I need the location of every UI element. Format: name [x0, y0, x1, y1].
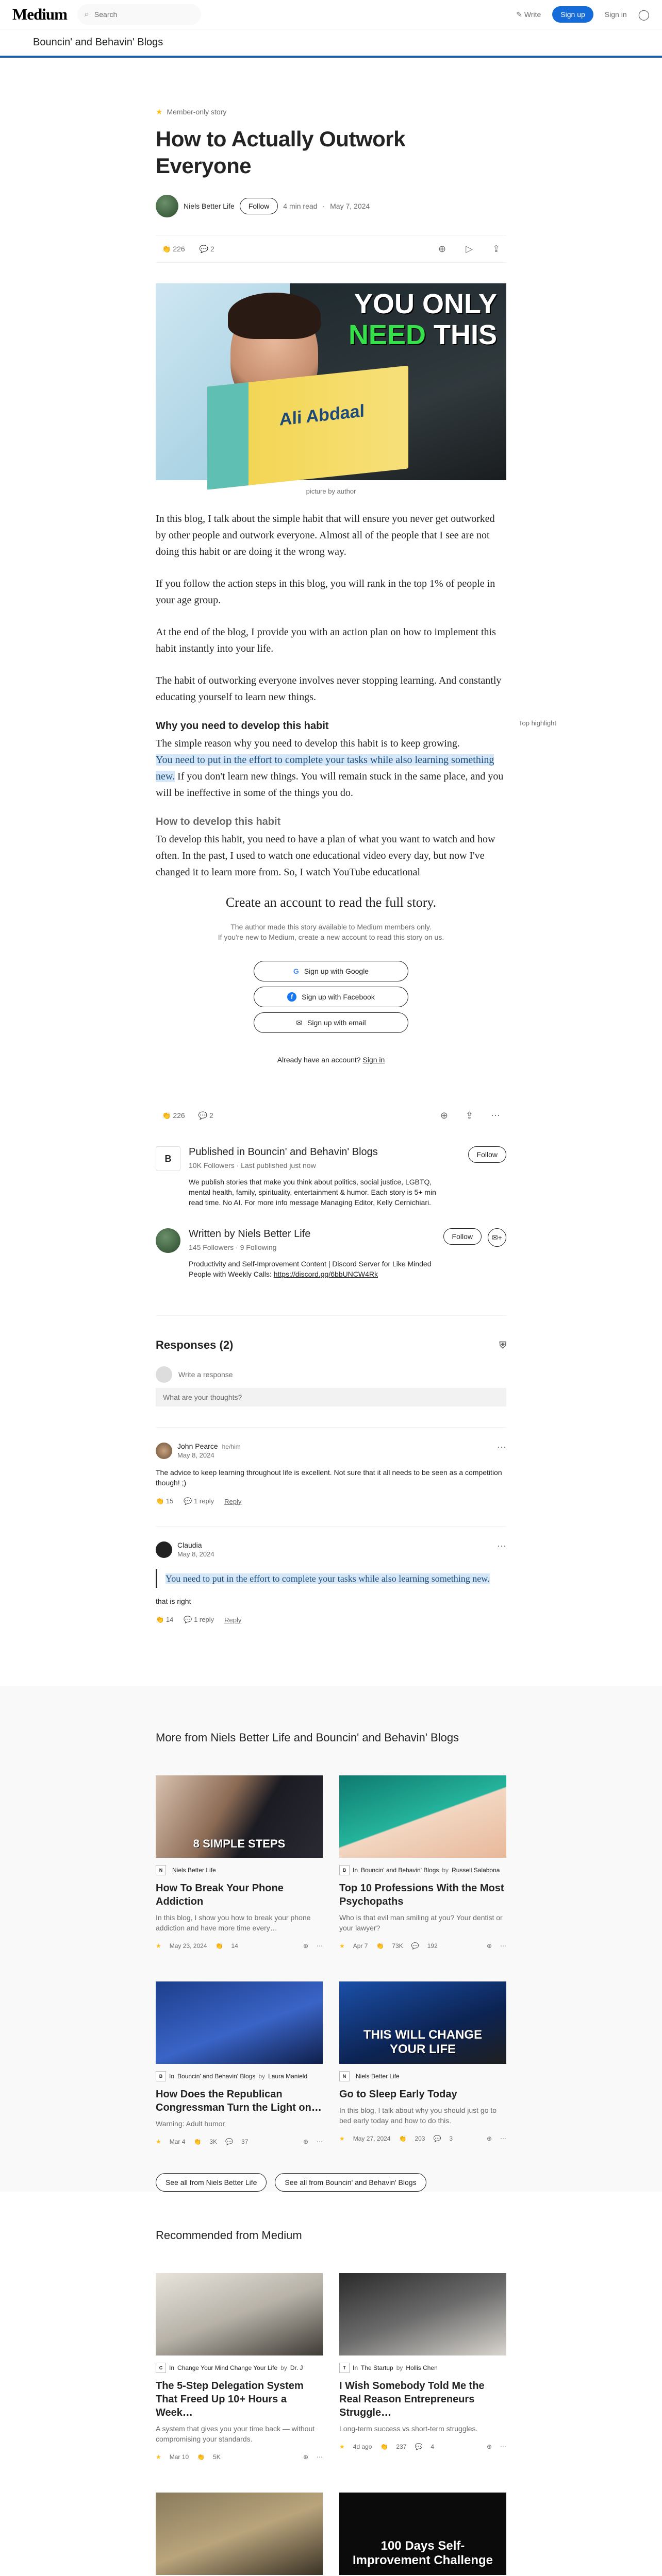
play-icon[interactable]: ▷	[466, 243, 473, 254]
story-title[interactable]: Go to Sleep Early Today	[339, 2089, 457, 2100]
comment-icon: 💬	[184, 1616, 192, 1623]
byline-author[interactable]: Russell Salabona	[452, 1867, 500, 1874]
top-navbar	[0, 0, 662, 29]
comment-date: May 8, 2024	[177, 1451, 214, 1459]
publication-icon[interactable]: C	[156, 2363, 166, 2373]
byline-in: In	[169, 2073, 175, 2080]
discord-link[interactable]: https://discord.gg/6bbUNCW4Rk	[273, 1270, 378, 1278]
responses-section	[156, 1315, 506, 1624]
reply-link[interactable]: Reply	[224, 1616, 242, 1624]
publication-card	[156, 1146, 506, 1208]
thumbnail-overlay-text: THIS WILL CHANGE YOUR LIFE	[363, 2028, 483, 2056]
story-title[interactable]: How To Break Your Phone Addiction	[156, 1883, 284, 1907]
google-signup-label: Sign up with Google	[304, 967, 369, 975]
bottom-clap-count: 226	[173, 1111, 185, 1120]
story-claps: 5K	[213, 2453, 221, 2461]
author-card	[156, 1228, 506, 1279]
story-card[interactable]	[339, 2273, 506, 2461]
medium-logo[interactable]: Medium	[12, 5, 67, 23]
author-avatar[interactable]	[156, 195, 178, 217]
comment-icon: 💬	[199, 244, 209, 253]
more-icon[interactable]: ⋯	[491, 1110, 500, 1121]
thumbnail-overlay-text: 100 Days Self-Improvement Challenge	[352, 2539, 493, 2567]
more-from-grid	[156, 1775, 506, 2145]
clap-icon: 👏	[156, 1497, 164, 1505]
byline-publication[interactable]: Niels Better Life	[172, 1867, 216, 1874]
publication-icon[interactable]: B	[156, 1146, 180, 1171]
story-date: 4d ago	[353, 2443, 372, 2450]
publish-date: May 7, 2024	[330, 202, 370, 210]
publication-stats: 10K Followers · Last published just now	[189, 1161, 316, 1170]
see-all-buttons	[156, 2173, 506, 2192]
more-icon[interactable]: ⋯	[317, 1942, 323, 1950]
image-caption: picture by author	[306, 487, 356, 495]
bookmark-icon[interactable]: ⊕	[438, 243, 446, 254]
story-thumbnail[interactable]	[339, 2493, 506, 2575]
facebook-signup-label: Sign up with Facebook	[302, 993, 375, 1001]
bottom-bookmark-icon[interactable]: ⊕	[440, 1110, 448, 1121]
story-card[interactable]	[156, 1981, 323, 2145]
article-actions-bar	[156, 235, 506, 263]
search-icon: ⌕	[84, 10, 89, 19]
replies-button[interactable]	[184, 1616, 214, 1624]
commenter-avatar[interactable]	[156, 1443, 172, 1459]
facebook-signup-button[interactable]	[254, 987, 408, 1007]
story-meta	[156, 2138, 323, 2145]
bottom-actions-bar	[156, 1105, 506, 1126]
article-container	[156, 107, 506, 1624]
story-meta	[339, 1942, 506, 1950]
comment-text: The advice to keep learning throughout life is excellent. Not sure that it all needs to be seen as a competition though! ;)	[156, 1468, 502, 1487]
author-stats: 145 Followers · 9 Following	[189, 1243, 277, 1251]
clap-count: 226	[173, 244, 185, 253]
write-icon: ✎	[516, 10, 522, 19]
story-claps: 3K	[209, 2138, 218, 2145]
have-account-text: Already have an account?	[277, 1056, 361, 1064]
share-icon[interactable]: ⇪	[492, 243, 500, 254]
gate-title: Create an account to read the full story.	[225, 895, 437, 910]
more-icon[interactable]: ⋯	[317, 2138, 323, 2145]
comment-icon: 💬	[411, 1942, 419, 1950]
byline-publication[interactable]: Bouncin' and Behavin' Blogs	[177, 2073, 256, 2080]
story-responses: 192	[427, 1942, 438, 1950]
bottom-responses-button[interactable]	[198, 1111, 213, 1120]
star-icon: ★	[156, 108, 163, 116]
byline-by: by	[442, 1867, 449, 1874]
comment-claps: 15	[166, 1497, 174, 1505]
bookmark-icon[interactable]: ⊕	[486, 2443, 492, 2450]
star-icon: ★	[339, 2135, 345, 2142]
story-byline	[156, 2363, 323, 2373]
overlay-line1: YOU ONLY	[354, 289, 497, 319]
see-all-author-button[interactable]: See all from Niels Better Life	[156, 2173, 267, 2192]
byline-in: In	[353, 1867, 358, 1874]
signin-prompt	[156, 1056, 506, 1064]
shield-icon[interactable]: ⛨	[499, 1340, 506, 1350]
responses-title: Responses (2)	[156, 1338, 234, 1351]
story-thumbnail[interactable]	[156, 1775, 323, 1858]
signup-button[interactable]: Sign up	[552, 6, 593, 23]
story-date: Mar 4	[169, 2138, 186, 2145]
thumbnail-overlay-text: 8 SIMPLE STEPS	[193, 1837, 286, 1850]
paragraph-4: The habit of outworking everyone involves never stopping learning. And constantly educating yourself to learn new things.	[156, 675, 502, 703]
more-icon[interactable]: ⋯	[500, 2443, 506, 2450]
user-icon[interactable]: ◯	[638, 9, 650, 21]
clap-icon: 👏	[162, 1111, 171, 1120]
publication-icon[interactable]: T	[339, 2363, 350, 2373]
faded-paragraph: To develop this habit, you need to have a plan of what you want to watch and how often. In the past, I used to watch one educational video every day, but now I've changed it to learn more from. So, I watch YouTube educational	[156, 834, 495, 878]
member-only-label	[156, 107, 506, 116]
write-label: Write	[524, 10, 541, 19]
bottom-clap-button[interactable]	[162, 1111, 185, 1120]
story-title[interactable]: Top 10 Professions With the Most Psychopaths	[339, 1883, 504, 1907]
more-icon[interactable]: ⋯	[317, 2453, 323, 2461]
story-byline	[339, 2071, 506, 2081]
clap-icon: 👏	[399, 2135, 407, 2142]
signin-link[interactable]: Sign in	[604, 10, 627, 19]
comment-clap-button[interactable]	[156, 1616, 173, 1624]
story-byline	[156, 1865, 323, 1875]
more-from-title: More from Niels Better Life and Bouncin' and Behavin' Blogs	[156, 1731, 459, 1744]
commenter-name[interactable]: John Pearce	[177, 1442, 218, 1450]
commenter-pronouns: he/him	[222, 1443, 241, 1450]
author-follow-button[interactable]: Follow	[443, 1228, 482, 1245]
comment-actions	[156, 1616, 506, 1624]
publication-follow-button[interactable]: Follow	[468, 1146, 506, 1163]
overlay-green-word: NEED	[348, 319, 426, 350]
story-claps: 14	[231, 1942, 238, 1950]
star-icon: ★	[156, 2453, 161, 2461]
publication-icon[interactable]: N	[156, 1865, 166, 1875]
comment-icon: 💬	[184, 1497, 192, 1505]
story-byline	[156, 2071, 323, 2081]
publication-description: We publish stories that make you think about politics, social justice, LGBTQ, mental health, family, spirituality, entertainment & humor. Each story is 5+ min read time. No AI. For more info message Managing Editor, Kelly Cernichiari.	[189, 1178, 436, 1207]
publication-icon[interactable]: B	[156, 2071, 166, 2081]
byline-publication[interactable]: The Startup	[361, 2364, 393, 2371]
story-thumbnail[interactable]	[339, 1981, 506, 2064]
byline-by: by	[280, 2364, 287, 2371]
search-input[interactable]	[77, 4, 201, 25]
story-excerpt: Warning: Adult humor	[156, 2120, 225, 2128]
recommended-section	[0, 2192, 662, 2576]
hero-overlay-text	[349, 289, 497, 350]
byline-publication[interactable]: Niels Better Life	[356, 2073, 400, 2080]
see-all-publication-button[interactable]: See all from Bouncin' and Behavin' Blogs	[275, 2173, 426, 2192]
more-icon[interactable]: ⋯	[497, 1442, 506, 1452]
book-spine	[207, 382, 249, 489]
paragraph-why-intro: The simple reason why you need to develop this habit is to keep growing.	[156, 738, 460, 749]
bookmark-icon[interactable]: ⊕	[486, 1942, 492, 1950]
responses-button[interactable]	[200, 245, 214, 253]
story-meta	[156, 1942, 323, 1950]
google-signup-button[interactable]	[254, 961, 408, 981]
article-body	[156, 511, 506, 878]
comment-icon: 💬	[433, 2135, 441, 2142]
star-icon: ★	[339, 1942, 345, 1950]
author-name[interactable]: Niels Better Life	[184, 202, 235, 210]
story-byline	[339, 2363, 506, 2373]
search-placeholder: Search	[94, 10, 118, 19]
author-card-avatar[interactable]	[156, 1228, 180, 1253]
clap-icon: 👏	[156, 1616, 164, 1623]
story-excerpt: A system that gives you your time back — without compromising your standards.	[156, 2425, 315, 2443]
publication-icon[interactable]: B	[339, 1865, 350, 1875]
comment-text: that is right	[156, 1597, 191, 1605]
byline-publication[interactable]: Change Your Mind Change Your Life	[177, 2364, 278, 2371]
quoted-highlight	[156, 1569, 506, 1588]
story-date: Mar 10	[169, 2453, 189, 2461]
recommended-title: Recommended from Medium	[156, 2229, 302, 2242]
signup-options	[156, 961, 506, 1033]
byline-publication[interactable]: Bouncin' and Behavin' Blogs	[361, 1867, 439, 1874]
paragraph-why	[156, 752, 506, 801]
author-bio: Productivity and Self-Improvement Content | Discord Server for Like Minded People with Weekly Calls:	[189, 1260, 432, 1278]
email-signup-button[interactable]	[254, 1012, 408, 1033]
facebook-icon: f	[287, 992, 296, 1002]
comment-date: May 8, 2024	[177, 1550, 214, 1558]
hero-hair	[228, 293, 321, 339]
story-claps: 73K	[392, 1942, 403, 1950]
comment-icon: 💬	[225, 2138, 234, 2145]
clap-icon: 👏	[215, 1942, 223, 1950]
paragraph-1: In this blog, I talk about the simple habit that will ensure you never get outworked by other people and outwork everyone. Almost all of the people that I see are not doing this habit or are doing it the wrong way.	[156, 513, 495, 557]
recommended-grid	[156, 2273, 506, 2576]
clap-icon: 👏	[193, 2138, 202, 2145]
bookmark-icon[interactable]: ⊕	[303, 2138, 308, 2145]
heading-how: How to develop this habit	[156, 816, 281, 827]
more-from-section	[0, 1686, 662, 2576]
more-icon[interactable]: ⋯	[497, 1541, 506, 1551]
responses-header	[156, 1338, 506, 1352]
story-title[interactable]: How Does the Republican Congressman Turn the Light on…	[156, 2089, 322, 2113]
story-meta	[339, 2135, 506, 2142]
byline-in: In	[169, 2364, 175, 2371]
byline-by: by	[396, 2364, 403, 2371]
story-thumbnail[interactable]	[156, 1981, 323, 2064]
comment	[156, 1526, 506, 1624]
more-icon[interactable]: ⋯	[500, 2135, 506, 2142]
clap-icon: 👏	[162, 244, 171, 253]
star-icon: ★	[156, 1942, 161, 1950]
story-card[interactable]	[156, 2273, 323, 2461]
comment-clap-button[interactable]	[156, 1497, 173, 1505]
author-description	[189, 1259, 436, 1279]
star-icon: ★	[339, 2443, 345, 2450]
replies-button[interactable]	[184, 1497, 214, 1505]
byline-author[interactable]: Laura Manield	[268, 2073, 308, 2080]
response-count: 2	[210, 244, 214, 253]
commenter-avatar[interactable]	[156, 1541, 172, 1558]
bookmark-icon[interactable]: ⊕	[303, 2453, 308, 2461]
subscribe-email-icon[interactable]: ✉+	[488, 1228, 506, 1247]
star-icon: ★	[156, 2138, 161, 2145]
story-excerpt: Long-term success vs short-term struggles.	[339, 2425, 478, 2433]
story-claps: 203	[415, 2135, 425, 2142]
story-thumbnail[interactable]	[156, 2493, 323, 2575]
story-title[interactable]: I Wish Somebody Told Me the Real Reason Entrepreneurs Struggle…	[339, 2380, 485, 2418]
email-signup-label: Sign up with email	[307, 1019, 366, 1027]
gate-sub-line1: The author made this story available to Medium members only.	[230, 923, 432, 931]
hero-image	[156, 283, 506, 480]
publication-bar	[0, 29, 662, 58]
gate-signin-link[interactable]: Sign in	[362, 1056, 385, 1064]
story-claps: 237	[396, 2443, 407, 2450]
bottom-share-icon[interactable]: ⇪	[465, 1110, 473, 1121]
comment-icon: 💬	[198, 1111, 208, 1120]
story-card[interactable]	[156, 1775, 323, 1950]
author-card-title[interactable]: Written by Niels Better Life	[189, 1228, 311, 1240]
read-time: 4 min read	[283, 202, 318, 210]
reply-link[interactable]: Reply	[224, 1497, 242, 1505]
more-icon[interactable]: ⋯	[500, 1942, 506, 1950]
story-title[interactable]: The 5-Step Delegation System That Freed Up 10+ Hours a Week…	[156, 2380, 304, 2418]
comment	[156, 1427, 506, 1505]
article-title: How to Actually Outwork Everyone	[156, 127, 405, 178]
paragraph-3: At the end of the blog, I provide you with an action plan on how to implement this habit instantly into your life.	[156, 626, 496, 654]
story-card[interactable]	[156, 2493, 323, 2576]
story-thumbnail[interactable]	[339, 1775, 506, 1858]
story-thumbnail[interactable]	[339, 2273, 506, 2355]
gate-subtitle	[156, 922, 506, 942]
publication-icon[interactable]: N	[339, 2071, 350, 2081]
clap-button[interactable]	[162, 245, 185, 253]
follow-button[interactable]: Follow	[240, 198, 278, 214]
hero-book	[207, 366, 408, 490]
reply-count: 1 reply	[194, 1616, 214, 1623]
bookmark-icon[interactable]: ⊕	[303, 1942, 308, 1950]
paywall-gate	[156, 895, 506, 1064]
publication-name[interactable]: Bouncin' and Behavin' Blogs	[33, 37, 163, 48]
bookmark-icon[interactable]: ⊕	[486, 2135, 492, 2142]
gate-sub-line2: If you're new to Medium, create a new account to read this story on us.	[218, 933, 444, 941]
story-excerpt: Who is that evil man smiling at you? Your dentist or your lawyer?	[339, 1913, 503, 1932]
heading-why: Why you need to develop this habit	[156, 720, 329, 732]
dot-separator: ·	[322, 202, 325, 210]
write-button[interactable]	[516, 10, 541, 19]
story-card[interactable]	[339, 2493, 506, 2576]
byline-by: by	[258, 2073, 266, 2080]
story-responses: 37	[241, 2138, 249, 2145]
overlay-white-word: THIS	[433, 319, 497, 350]
google-icon: G	[293, 967, 299, 975]
paragraph-why-rest: If you don't learn new things. You will remain stuck in the same place, and you will be ineffective in some of the things you do.	[156, 771, 504, 799]
byline	[156, 195, 506, 217]
clap-icon: 👏	[376, 1942, 384, 1950]
story-card[interactable]	[339, 1775, 506, 1950]
commenter-line	[177, 1442, 241, 1450]
write-response-label: Write a response	[178, 1370, 233, 1379]
story-responses: 4	[431, 2443, 435, 2450]
comment-icon: 💬	[415, 2443, 423, 2450]
book-title: Ali Abdaal	[279, 401, 365, 430]
story-excerpt: In this blog, I talk about why you should just go to bed early today and how to do this.	[339, 2106, 497, 2125]
email-icon: ✉	[296, 1018, 303, 1027]
story-byline	[339, 1865, 506, 1875]
highlighted-text[interactable]: You need to put in the effort to complete your tasks while also learning something new.	[156, 754, 494, 782]
write-response	[156, 1366, 506, 1383]
story-meta	[156, 2453, 323, 2461]
story-date: May 27, 2024	[353, 2135, 391, 2142]
comment-actions	[156, 1497, 506, 1505]
story-responses: 3	[449, 2135, 453, 2142]
byline-author[interactable]: Dr. J	[290, 2364, 303, 2371]
story-date: May 23, 2024	[169, 1942, 207, 1950]
clap-icon: 👏	[197, 2453, 205, 2461]
paragraph-2: If you follow the action steps in this blog, you will rank in the top 1% of people in your age group.	[156, 578, 495, 606]
member-only-text: Member-only story	[167, 108, 227, 116]
top-highlight-label: Top highlight	[519, 719, 556, 727]
story-meta	[339, 2443, 506, 2450]
publication-card-title[interactable]: Published in Bouncin' and Behavin' Blogs	[189, 1146, 378, 1158]
comment-claps: 14	[166, 1616, 174, 1623]
response-input[interactable]: What are your thoughts?	[156, 1388, 506, 1406]
user-avatar	[156, 1366, 172, 1383]
story-card[interactable]	[339, 1981, 506, 2145]
clap-icon: 👏	[380, 2443, 388, 2450]
story-date: Apr 7	[353, 1942, 368, 1950]
story-thumbnail[interactable]	[156, 2273, 323, 2355]
commenter-name[interactable]: Claudia	[177, 1541, 202, 1549]
quote-text: You need to put in the effort to complete your tasks while also learning something new.	[166, 1573, 490, 1584]
story-excerpt: In this blog, I show you how to break your phone addiction and have more time every…	[156, 1913, 311, 1932]
bottom-response-count: 2	[209, 1111, 213, 1120]
byline-author[interactable]: Hollis Chen	[406, 2364, 438, 2371]
reply-count: 1 reply	[194, 1497, 214, 1505]
byline-in: In	[353, 2364, 358, 2371]
